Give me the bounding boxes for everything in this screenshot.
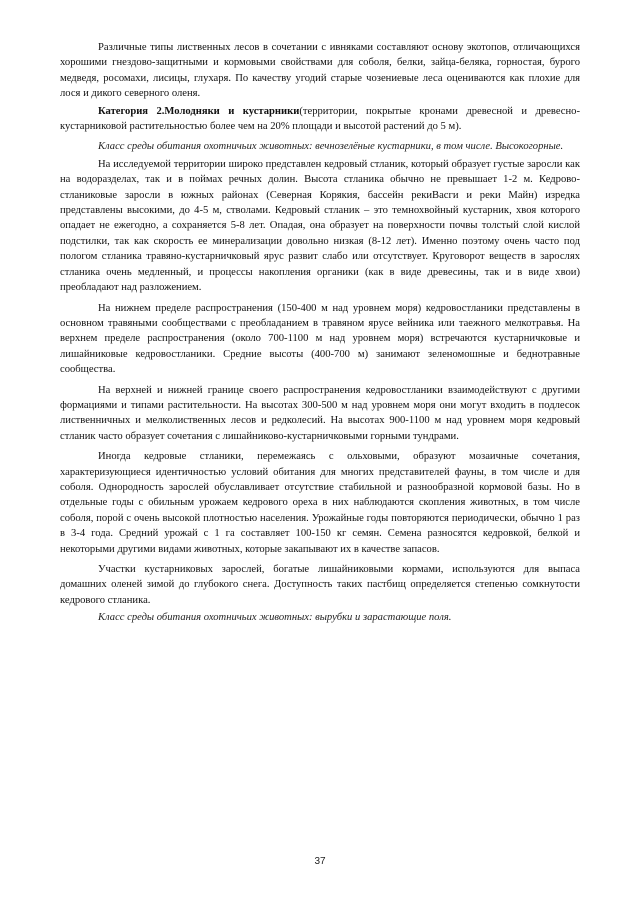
paragraph-habitat-class-evergreen: Класс среды обитания охотничьих животных: вечнозелёные кустарники, в том числе. Высокогорные.	[98, 141, 564, 153]
category-heading: Категория 2.Молодняки и кустарники	[98, 105, 300, 117]
paragraph-pastures: Участки кустарниковых зарослей, богатые лишайниковыми кормами, используются для выпаса домашних оленей зимой до глубокого снега. Доступность таких пастбищ определяется степенью сомкнутости кедрового стланика.	[60, 564, 580, 606]
page-number: 37	[314, 856, 326, 867]
category-description: (территории, покрытые кронами древесной и древесно-кустарниковой растительностью более чем на 20% площади и высотой растений до 5 м).	[60, 105, 580, 133]
document-page	[60, 40, 580, 628]
paragraph-mosaic: Иногда кедровые стланики, перемежаясь с ольховыми, образуют мозаичные сочетания, характеризующиеся идентичностью условий обитания для многих представителей фауны, в том числе и для соболя. Однородность зарослей обуславливает отсутствие стабильной и разнообразной кормовой базы. Но в отдельные годы с обильным урожаем кедрового ореха в них наблюдаются скопления животных, в том числе соболя, порой с очень высокой плотностью населения. Урожайные годы повторяются периодически, обычно 1 раз в 3-4 года. Средний урожай с 1 га составляет 100-150 кг семян. Семена разносятся кедровкой, белкой и некоторыми другими видами животных, которые закапывают их в качестве запасов.	[60, 451, 580, 555]
paragraph-boundaries: На верхней и нижней границе своего распространения кедровостланики взаимодействуют с другими формациями и типами растительности. На высотах 300-500 м над уровнем моря они могут входить в подлесок лиственничных и мелколиственных лесов и редколесий. На высотах 900-1100 м над уровнем моря кедровый стланик часто образует сочетания с лишайниково-кустарничковыми горными тундрами.	[60, 384, 580, 442]
paragraph-lower-limit: На нижнем пределе распространения (150-400 м над уровнем моря) кедровостланики представлены в основном травяными сообществами с преобладанием в травяном ярусе вейника или таежного мелкотравья. На верхнем пределе распространения (около 700-1100 м над уровнем моря) встречаются кустарничковые и лишайниковые кедровостланики. Средние высоты (400-700 м) занимают зеленомошные и беднотравные сообщества.	[60, 302, 580, 376]
paragraph-deciduous-forests: Различные типы лиственных лесов в сочетании с ивняками составляют основу экотопов, отличающихся хорошими гнездово-защитными и кормовыми свойствами для соболя, белки, зайца-беляка, горностая, бурого медведя, росомахи, лисицы, глухаря. По качеству угодий старые чозениевые леса оцениваются как плохие для лося и дикого северного оленя.	[60, 42, 580, 100]
paragraph-dwarf-pine: На исследуемой территории широко представлен кедровый стланик, который образует густые заросли как на водоразделах, так и в поймах речных долин. Высота стланика обычно не превышает 1-2 м. Кедрово-стланиковые заросли в южных районах (Северная Корякия, бассейн рекиВасги и реки Майн) изредка представлены высокими, до 4-5 м, стволами. Кедровый стланик – это темнохвойный кустарник, хвоя которого опадает не ежегодно, а сохраняется 5-8 лет. Опадая, она образует на поверхности почвы толстый слой кислой подстилки, так как скорость ее минерализации довольно низкая (8-12 лет). Именно поэтому очень часто под пологом стланика травяно-кустарничковый ярус развит слабо или отсутствует. Круговорот веществ в зарослях стланика очень медленный, и процессы накопления органики (как в виде древесины, так и в виде хвои) преобладают над разложением.	[60, 158, 580, 294]
paragraph-habitat-class-clearings: Класс среды обитания охотничьих животных: вырубки и зарастающие поля.	[98, 612, 452, 624]
paragraph-category-2	[60, 104, 580, 135]
